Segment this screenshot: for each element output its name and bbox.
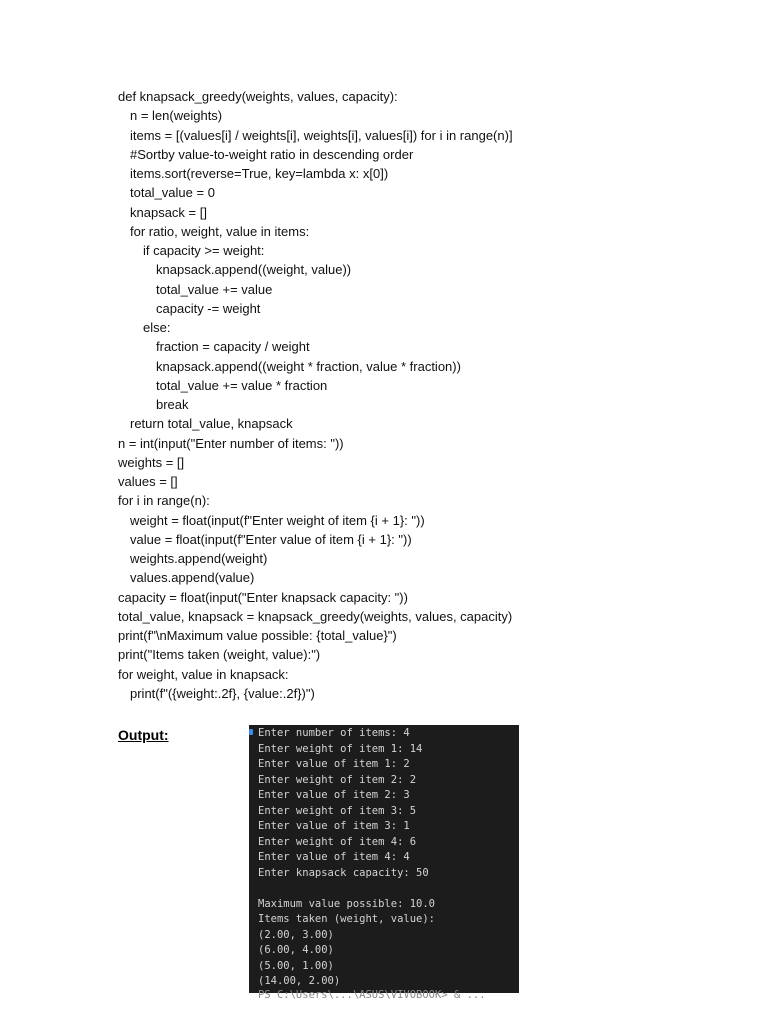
code-line: capacity = float(input("Enter knapsack capacity: ")) <box>118 589 408 605</box>
terminal-line: Enter value of item 2: 3 <box>258 789 410 801</box>
code-line: items.sort(reverse=True, key=lambda x: x[0]) <box>130 166 389 181</box>
terminal-line: Enter number of items: 4 <box>258 727 410 739</box>
code-line: values = [] <box>118 474 178 489</box>
code-line: if capacity >= weight: <box>143 243 265 258</box>
code-line: values.append(value) <box>130 570 255 586</box>
terminal-line: Enter value of item 1: 2 <box>258 758 410 770</box>
terminal-line: Enter weight of item 2: 2 <box>258 773 417 786</box>
terminal-line: (6.00, 4.00) <box>258 944 334 956</box>
terminal-line: Enter value of item 4: 4 <box>258 851 410 863</box>
terminal-line: Enter weight of item 3: 5 <box>258 804 417 817</box>
code-line: total_value, knapsack = knapsack_greedy(weights, values, capacity) <box>118 608 513 624</box>
code-line: n = int(input("Enter number of items: ")) <box>118 435 344 451</box>
terminal-line: (2.00, 3.00) <box>258 928 334 941</box>
code-line: knapsack.append((weight, value)) <box>156 262 352 278</box>
code-line: break <box>156 397 189 412</box>
code-line: for i in range(n): <box>118 493 210 509</box>
terminal-lines <box>258 726 515 990</box>
terminal-line: Enter knapsack capacity: 50 <box>258 866 429 879</box>
code-line: total_value = 0 <box>130 185 215 201</box>
terminal-line: (5.00, 1.00) <box>258 959 334 972</box>
code-listing <box>118 87 678 703</box>
code-line: def knapsack_greedy(weights, values, capacity): <box>118 89 398 104</box>
code-line: total_value += value * fraction <box>156 377 328 393</box>
code-line: total_value += value <box>156 281 273 297</box>
code-line: items = [(values[i] / weights[i], weights[i], values[i]) for i in range(n)] <box>130 127 513 143</box>
terminal-line: Items taken (weight, value): <box>258 913 436 925</box>
code-line: knapsack = [] <box>130 204 207 220</box>
terminal-line: Maximum value possible: 10.0 <box>258 897 436 910</box>
code-line: print(f"({weight:.2f}, {value:.2f})") <box>130 685 315 701</box>
terminal-line: Enter weight of item 1: 14 <box>258 742 423 755</box>
code-comment: #Sortby value-to-weight ratio in descending order <box>130 146 414 162</box>
code-line: for ratio, weight, value in items: <box>130 223 310 239</box>
code-line: fraction = capacity / weight <box>156 339 310 355</box>
code-line: print("Items taken (weight, value):") <box>118 647 321 663</box>
code-line: capacity -= weight <box>156 300 261 316</box>
code-line: knapsack.append((weight * fraction, value * fraction)) <box>156 358 461 374</box>
code-line: weights.append(weight) <box>130 551 268 566</box>
terminal-line: Enter weight of item 4: 6 <box>258 835 417 848</box>
terminal-output-screenshot <box>249 725 519 1001</box>
code-line: weight = float(input(f"Enter weight of item {i + 1}: ")) <box>130 512 425 528</box>
code-line: for weight, value in knapsack: <box>118 666 289 682</box>
code-line: print(f"\nMaximum value possible: {total_value}") <box>118 628 397 643</box>
terminal-line: (14.00, 2.00) <box>258 975 341 987</box>
terminal-prompt-marker-icon <box>249 729 253 735</box>
code-line: return total_value, knapsack <box>130 416 293 432</box>
terminal-cut-off-prompt: PS C:\Users\...\ASUS\VIVOBOOK> & ... <box>258 989 486 1001</box>
code-line: n = len(weights) <box>130 108 223 124</box>
code-line: value = float(input(f"Enter value of item {i + 1}: ")) <box>130 531 412 547</box>
terminal-blank-line <box>258 881 515 897</box>
terminal-line: Enter value of item 3: 1 <box>258 820 410 832</box>
output-heading: Output: <box>118 727 169 743</box>
code-line: weights = [] <box>118 454 185 470</box>
code-line: else: <box>143 320 171 335</box>
